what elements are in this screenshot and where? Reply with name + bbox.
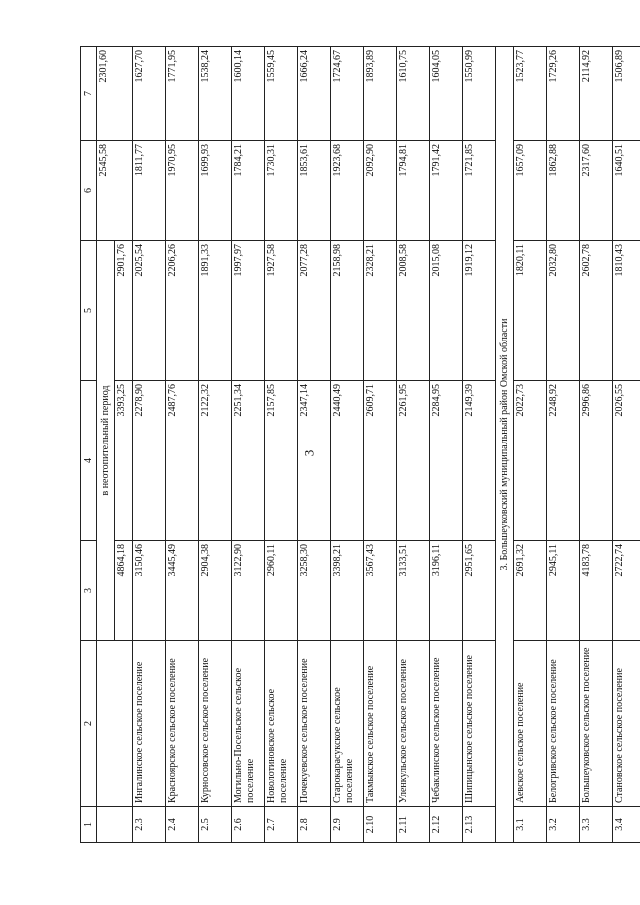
table-cell: 2248,92 [547,381,580,541]
table-cell: 1523,77 [514,47,547,141]
table-cell: 1893,89 [364,47,397,141]
period-label: в неотопительный период [97,241,115,641]
table-cell: 2026,55 [613,381,640,541]
row-number: 3.4 [613,807,640,843]
table-cell: 1538,24 [199,47,232,141]
settlement-name: Такмыкское сельское поселение [364,641,397,807]
table-cell: 2904,38 [199,541,232,641]
page-number: 3 [301,449,317,457]
column-header: 3 [81,541,97,641]
table-cell: 1724,67 [331,47,364,141]
table-cell: 1506,89 [613,47,640,141]
table-cell: 1550,99 [463,47,496,141]
table-cell: 2901,76 [115,241,133,381]
settlement-name: Новолотиновское сельское поселение [265,641,298,807]
column-header: 6 [81,141,97,241]
row-number: 3.1 [514,807,547,843]
settlement-name: Уленкульское сельское поселение [397,641,430,807]
table-row [199,47,232,843]
column-header: 5 [81,241,97,381]
tariff-table-container [80,47,625,843]
table-cell: 2206,26 [166,241,199,381]
table-cell: 2114,92 [580,47,613,141]
table-row [430,47,463,843]
table-row [463,47,496,843]
table-cell: 1721,85 [463,141,496,241]
table-cell: 2015,08 [430,241,463,381]
table-cell: 2951,65 [463,541,496,641]
settlement-name: Становское сельское поселение [613,641,640,807]
row-number: 2.3 [133,807,166,843]
table-cell: 2301,60 [97,47,133,141]
table-cell: 1923,68 [331,141,364,241]
table-cell: 1729,26 [547,47,580,141]
table-cell: 3122,90 [232,541,265,641]
table-cell: 2022,73 [514,381,547,541]
settlement-name: Аевское сельское поселение [514,641,547,807]
column-header: 1 [81,807,97,843]
table-cell: 3258,30 [298,541,331,641]
table-cell: 2602,78 [580,241,613,381]
table-cell: 2722,74 [613,541,640,641]
row-number: 3.2 [547,807,580,843]
table-cell: 2440,49 [331,381,364,541]
table-cell: 1699,93 [199,141,232,241]
table-cell: 2157,85 [265,381,298,541]
row-number: 2.13 [463,807,496,843]
table-cell: 4864,18 [115,541,133,641]
table-cell: 1657,09 [514,141,547,241]
settlement-name: Шипицынское сельское поселение [463,641,496,807]
table-cell: 2251,34 [232,381,265,541]
settlement-name: Курносовское сельское поселение [199,641,232,807]
table-row [133,47,166,843]
table-cell: 2092,90 [364,141,397,241]
table-cell: 1627,70 [133,47,166,141]
section-row [496,47,514,843]
table-cell: 1862,88 [547,141,580,241]
settlement-name: Красноярское сельское поселение [166,641,199,807]
table-row [298,47,331,843]
table-cell: 3567,43 [364,541,397,641]
column-header: 4 [81,381,97,541]
table-row [613,47,640,843]
table-row [514,47,547,843]
table-cell: 1771,95 [166,47,199,141]
table-row [232,47,265,843]
table-cell: 2347,14 [298,381,331,541]
settlement-name: Чебаклинское сельское поселение [430,641,463,807]
table-cell: 1970,95 [166,141,199,241]
table-row [166,47,199,843]
table-cell: 1610,75 [397,47,430,141]
row-number: 2.7 [265,807,298,843]
table-cell: 1559,45 [265,47,298,141]
rows-section-2 [133,47,496,843]
table-cell: 1810,43 [613,241,640,381]
table-cell: 1811,77 [133,141,166,241]
tariff-table [80,46,640,843]
table-cell: 3196,11 [430,541,463,641]
table-row [331,47,364,843]
table-cell: 2545,58 [97,141,133,241]
table-cell: 1794,81 [397,141,430,241]
table-cell: 2609,71 [364,381,397,541]
table-cell [97,641,133,807]
table-cell: 3398,21 [331,541,364,641]
table-cell: 1600,14 [232,47,265,141]
settlement-name: Ингалинское сельское поселение [133,641,166,807]
table-cell: 1919,12 [463,241,496,381]
table-cell: 3445,49 [166,541,199,641]
table-cell: 3133,51 [397,541,430,641]
table-row [397,47,430,843]
table-cell: 1604,05 [430,47,463,141]
table-cell: 2960,11 [265,541,298,641]
table-header [81,47,97,843]
settlement-name: Старокарасукское сельское поселение [331,641,364,807]
table-cell: 2025,54 [133,241,166,381]
table-cell: 2328,21 [364,241,397,381]
row-number: 2.9 [331,807,364,843]
row-number: 2.5 [199,807,232,843]
table-row [364,47,397,843]
table-cell: 2487,76 [166,381,199,541]
table-cell: 2317,60 [580,141,613,241]
table-cell: 3393,25 [115,381,133,541]
rows-section-3 [514,47,640,843]
column-header: 2 [81,641,97,807]
table-cell: 4183,78 [580,541,613,641]
period-label-row [97,47,115,843]
table-cell: 2122,32 [199,381,232,541]
row-number: 3.3 [580,807,613,843]
table-cell: 2008,58 [397,241,430,381]
section-title: 3. Большеуковский муниципальный район Омской области [496,47,514,843]
row-number: 2.11 [397,807,430,843]
table-cell: 2261,95 [397,381,430,541]
table-cell: 3150,46 [133,541,166,641]
table-cell: 1730,31 [265,141,298,241]
table-cell: 2149,39 [463,381,496,541]
table-cell: 1853,61 [298,141,331,241]
table-cell: 1891,33 [199,241,232,381]
row-number: 2.8 [298,807,331,843]
settlement-name: Могильно-Посельское сельское поселение [232,641,265,807]
column-header: 7 [81,47,97,141]
table-cell: 2996,86 [580,381,613,541]
row-number: 2.6 [232,807,265,843]
table-cell: 1784,21 [232,141,265,241]
table-cell: 1927,58 [265,241,298,381]
table-cell: 2077,28 [298,241,331,381]
table-cell: 2945,11 [547,541,580,641]
table-row [265,47,298,843]
settlement-name: Почекуевское сельское поселение [298,641,331,807]
table-cell: 1666,24 [298,47,331,141]
table-cell: 2284,95 [430,381,463,541]
row-number: 2.10 [364,807,397,843]
table-cell [97,807,133,843]
table-row [580,47,613,843]
table-cell: 2158,98 [331,241,364,381]
row-number: 2.12 [430,807,463,843]
table-cell: 2278,90 [133,381,166,541]
settlement-name: Большеуковское сельское поселение [580,641,613,807]
table-cell: 2691,32 [514,541,547,641]
table-cell: 2032,80 [547,241,580,381]
row-number: 2.4 [166,807,199,843]
table-cell: 1820,11 [514,241,547,381]
settlement-name: Белогривское сельское поселение [547,641,580,807]
table-cell: 1640,51 [613,141,640,241]
table-cell: 1791,42 [430,141,463,241]
table-row [547,47,580,843]
table-cell: 1997,97 [232,241,265,381]
